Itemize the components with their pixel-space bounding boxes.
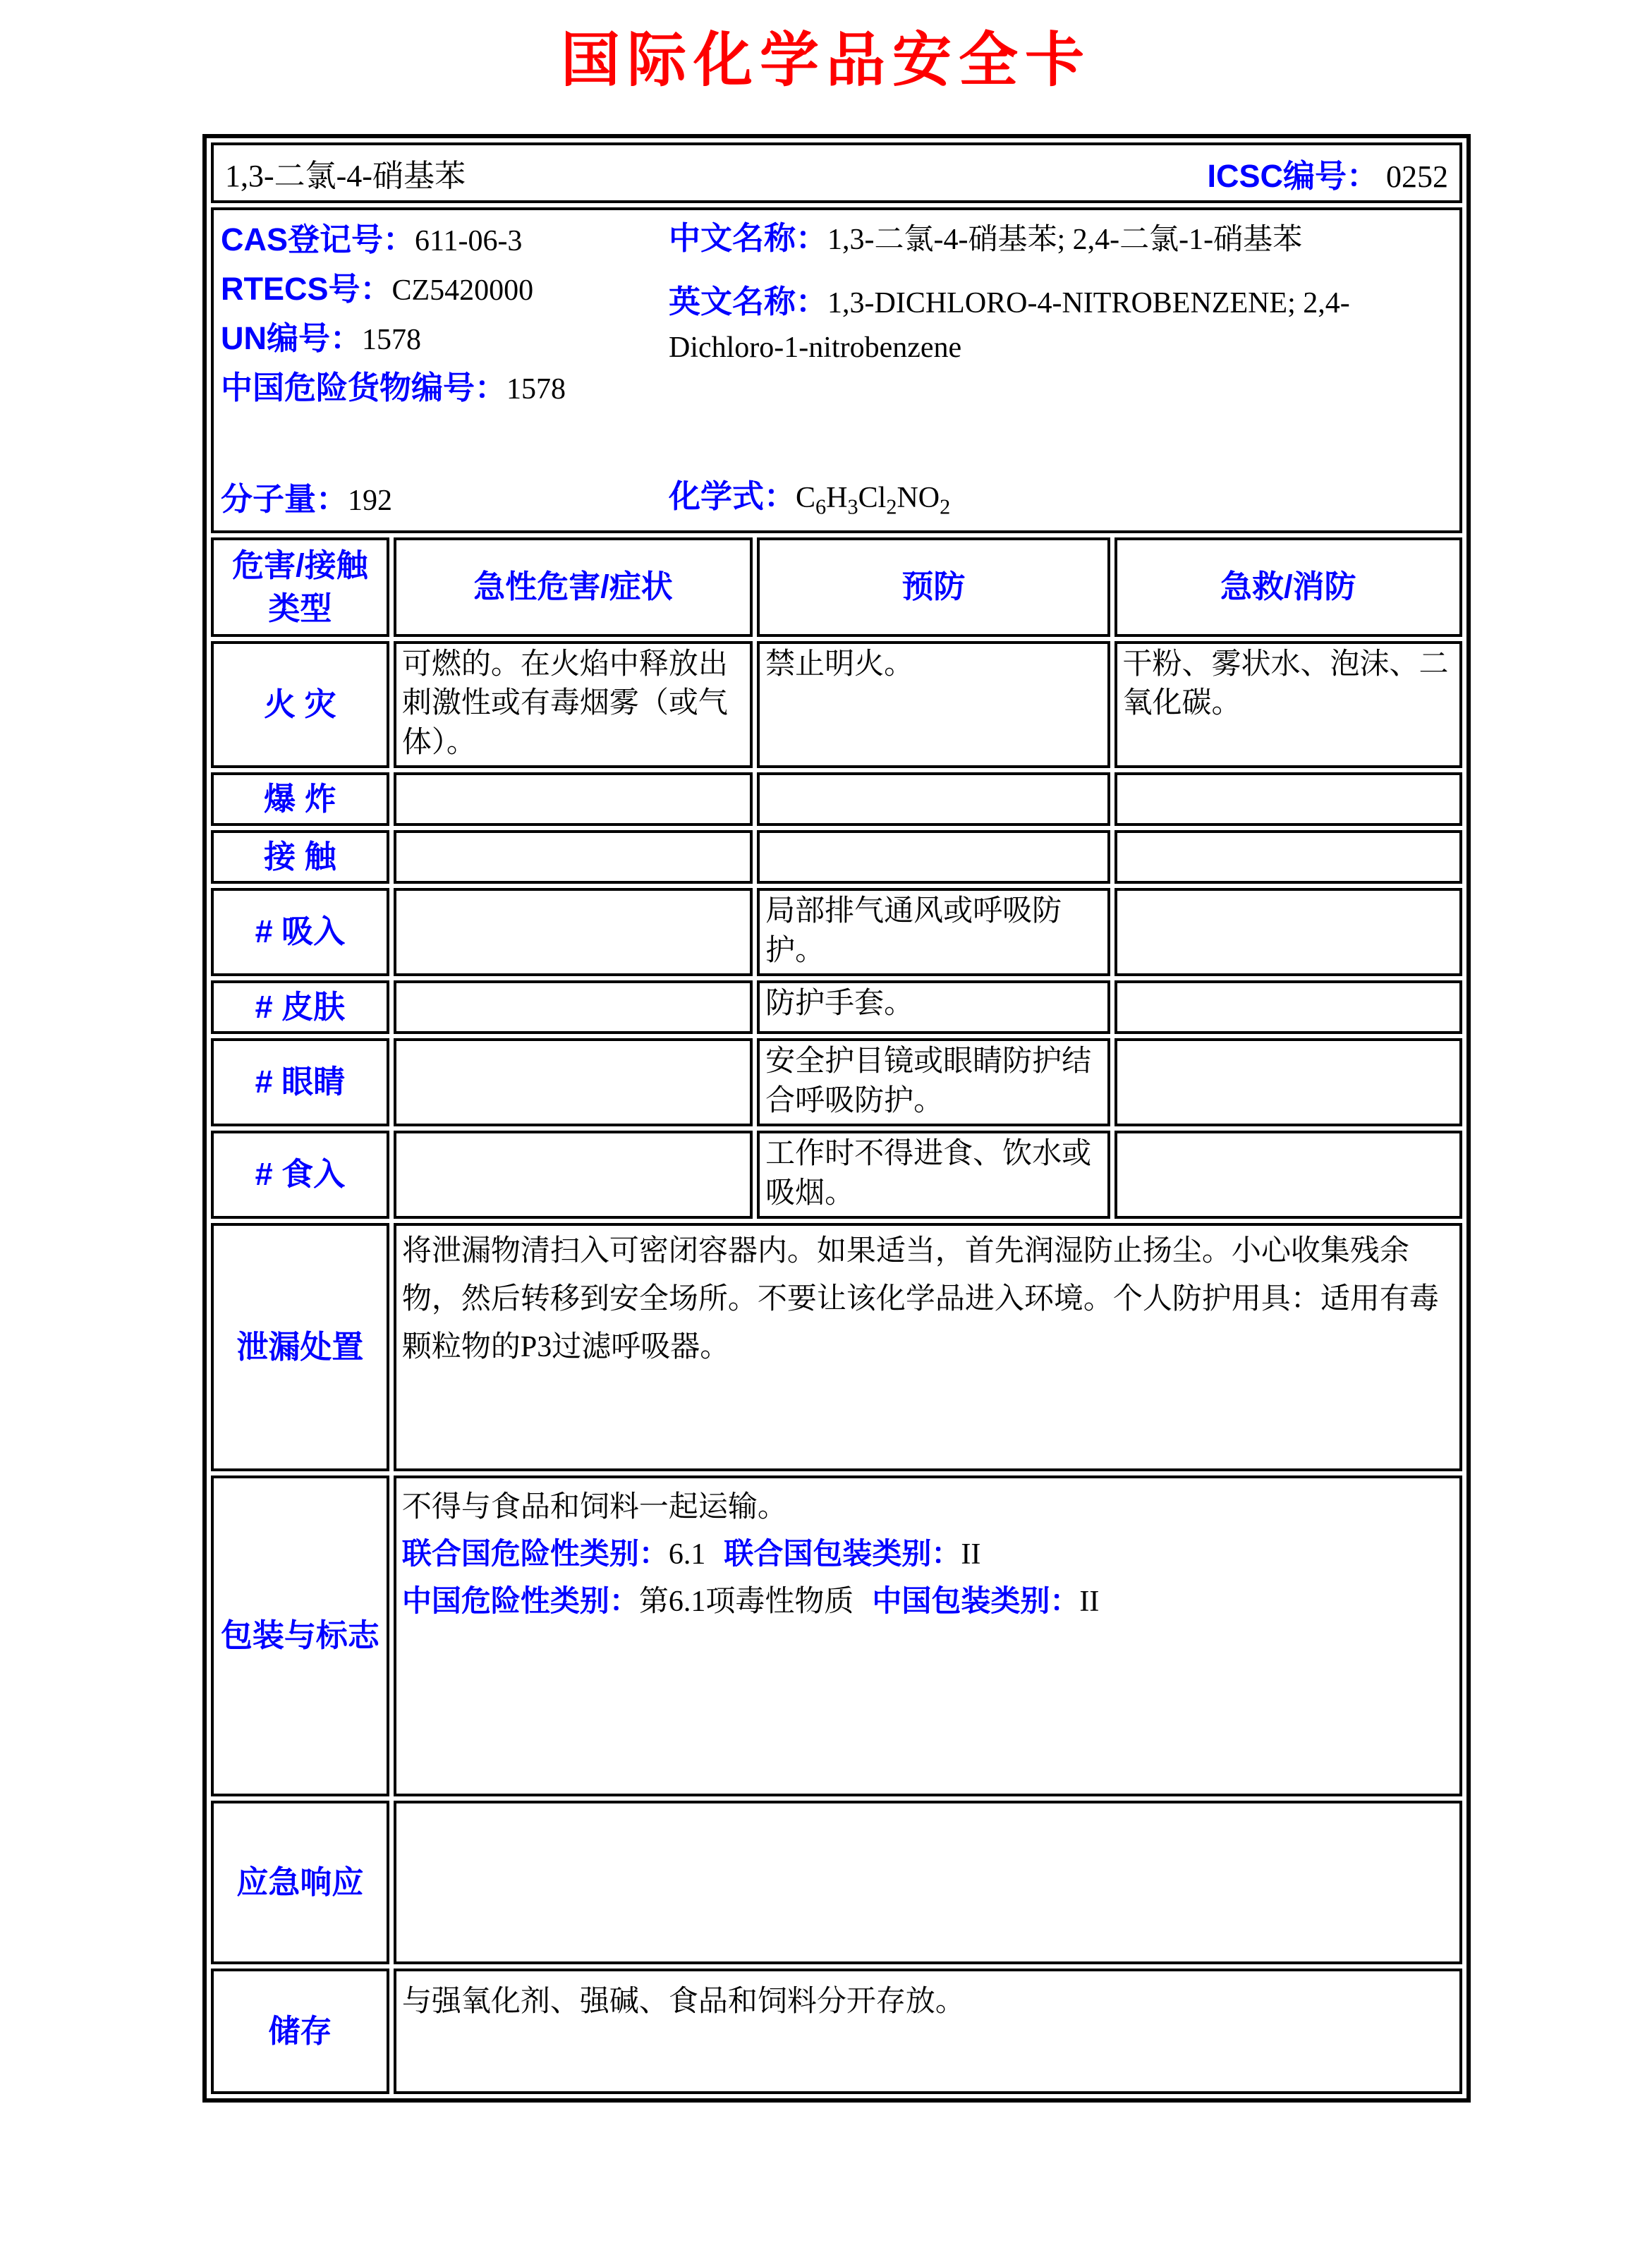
cas-label: CAS登记号：: [221, 221, 415, 257]
inhalation-symptoms: [394, 888, 753, 976]
registry-ids: [221, 216, 644, 413]
chinese-name-value: 1,3-二氯-4-硝基苯; 2,4-二氯-1-硝基苯: [827, 224, 1303, 256]
cas-value: 611-06-3: [415, 225, 523, 257]
un-pack-value: II: [961, 1538, 981, 1571]
header-prevention: 预防: [757, 537, 1110, 637]
ingestion-row: [211, 1131, 1462, 1219]
emergency-row: [211, 1801, 1462, 1964]
un-number: [221, 315, 644, 364]
inhalation-prevention: 局部排气通风或呼吸防护。: [757, 888, 1110, 976]
fire-label: 火 灾: [211, 641, 389, 768]
ingestion-response: [1115, 1131, 1462, 1219]
skin-symptoms: [394, 980, 753, 1034]
rtecs-number: [221, 265, 644, 315]
emergency-label: 应急响应: [211, 1801, 389, 1964]
page-title: 国际化学品安全卡: [560, 28, 1091, 94]
icsc-number-value: 0252: [1386, 159, 1448, 194]
exposure-symptoms: [394, 830, 753, 884]
skin-response: [1115, 980, 1462, 1034]
spillage-row: [211, 1223, 1462, 1471]
icsc-table: [202, 134, 1471, 2103]
info-cell: [211, 207, 1462, 533]
inhalation-label: # 吸入: [211, 888, 389, 976]
cn-pack-value: II: [1079, 1585, 1100, 1618]
exposure-response: [1115, 830, 1462, 884]
chemical-formula-value: $C_6H_3Cl_2NO_2$: [796, 481, 951, 518]
packaging-row: [211, 1476, 1462, 1796]
eyes-prevention: 安全护目镜或眼睛防护结合呼吸防护。: [757, 1038, 1110, 1126]
chinese-name: [669, 216, 1451, 262]
un-pack-label: 联合国包装类别：: [724, 1536, 961, 1570]
explosion-prevention: [757, 772, 1110, 826]
explosion-symptoms: [394, 772, 753, 826]
ingestion-label: # 食入: [211, 1131, 389, 1219]
english-name: [669, 279, 1451, 370]
exposure-prevention: [757, 830, 1110, 884]
cas-number: [221, 216, 644, 265]
inhalation-row: [211, 888, 1462, 976]
chemical-name: 1,3-二氯-4-硝基苯: [225, 159, 466, 193]
rtecs-label: RTECS号：: [221, 271, 392, 307]
cn-class-value: 第6.1项毒性物质: [638, 1585, 854, 1618]
emergency-content: [394, 1801, 1462, 1964]
cn-dangerous-goods-number: [221, 364, 644, 413]
header-acute-symptoms: 急性危害/症状: [394, 537, 753, 637]
explosion-row: [211, 772, 1462, 826]
eyes-label: # 眼睛: [211, 1038, 389, 1126]
eyes-response: [1115, 1038, 1462, 1126]
packaging-label: 包装与标志: [211, 1476, 389, 1796]
fire-prevention: 禁止明火。: [757, 641, 1110, 768]
safety-card: [202, 134, 1471, 2103]
storage-row: [211, 1969, 1462, 2094]
un-class-value: 6.1: [668, 1538, 706, 1571]
english-name-value: 1,3-DICHLORO-4-NITROBENZENE; 2,4-Dichloro-1-nitrobenzene: [669, 287, 1350, 364]
un-label: UN编号：: [221, 320, 362, 356]
un-value: 1578: [362, 324, 421, 356]
inhalation-response: [1115, 888, 1462, 976]
explosion-label: 爆 炸: [211, 772, 389, 826]
fire-symptoms: 可燃的。在火焰中释放出刺激性或有毒烟雾（或气体）。: [394, 641, 753, 768]
skin-row: [211, 980, 1462, 1034]
packaging-cn-line: [402, 1578, 1454, 1625]
icsc-number-label: ICSC编号：: [1207, 157, 1378, 194]
ingestion-prevention: 工作时不得进食、饮水或吸烟。: [757, 1131, 1110, 1219]
fire-response: 干粉、雾状水、泡沫、二氧化碳。: [1115, 641, 1462, 768]
rtecs-value: CZ5420000: [391, 274, 534, 307]
storage-label: 储存: [211, 1969, 389, 2094]
spillage-content: 将泄漏物清扫入可密闭容器内。如果适当，首先润湿防止扬尘。小心收集残余物，然后转移到安全场所。不要让该化学品进入环境。个人防护用具：适用有毒颗粒物的P3过滤呼吸器。: [394, 1223, 1462, 1471]
cn-dg-label: 中国危险货物编号：: [221, 370, 507, 406]
icsc-number: [1207, 150, 1448, 196]
name-row: [211, 142, 1462, 203]
skin-label: # 皮肤: [211, 980, 389, 1034]
cn-class-label: 中国危险性类别：: [401, 1583, 639, 1617]
ingestion-symptoms: [394, 1131, 753, 1219]
substance-names: [669, 216, 1451, 370]
cn-pack-label: 中国包装类别：: [872, 1583, 1080, 1617]
molecular-weight-value: 192: [348, 485, 393, 517]
explosion-response: [1115, 772, 1462, 826]
molecular-weight-label: 分子量：: [221, 481, 348, 517]
exposure-row: [211, 830, 1462, 884]
skin-prevention: 防护手套。: [757, 980, 1110, 1034]
packaging-transport-note: 不得与食品和饲料一起运输。: [401, 1490, 787, 1523]
un-class-label: 联合国危险性类别：: [401, 1536, 669, 1570]
chemical-formula: [669, 470, 950, 519]
storage-content: 与强氧化剂、强碱、食品和饲料分开存放。: [394, 1969, 1462, 2094]
hazard-header-row: [211, 537, 1462, 637]
english-name-label: 英文名称：: [669, 284, 828, 320]
chemical-formula-label: 化学式：: [669, 477, 796, 514]
chinese-name-label: 中文名称：: [669, 220, 828, 256]
molecular-weight: [221, 473, 392, 519]
info-row: [211, 207, 1462, 533]
cn-dg-value: 1578: [506, 373, 566, 406]
spillage-label: 泄漏处置: [211, 1223, 389, 1471]
eyes-symptoms: [394, 1038, 753, 1126]
packaging-un-line: [402, 1531, 1454, 1578]
header-first-aid: 急救/消防: [1115, 537, 1462, 637]
fire-row: [211, 641, 1462, 768]
packaging-content: [394, 1476, 1462, 1796]
name-cell: [211, 142, 1462, 203]
eyes-row: [211, 1038, 1462, 1126]
header-hazard-type: 危害/接触 类型: [211, 537, 389, 637]
exposure-label: 接 触: [211, 830, 389, 884]
